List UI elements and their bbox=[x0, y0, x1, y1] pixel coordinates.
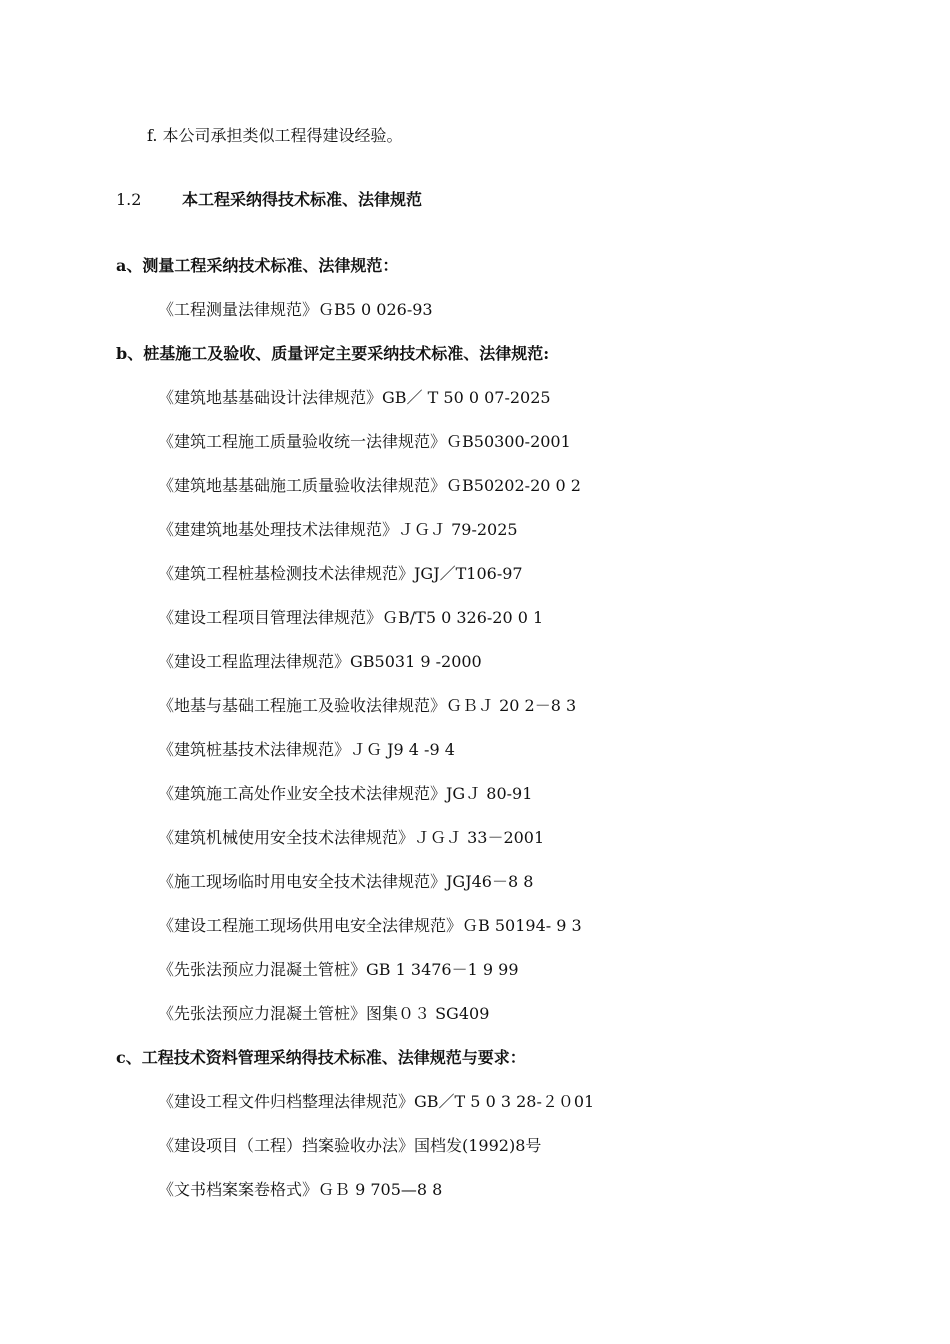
standard-item: 《建筑机械使用安全技术法律规范》ＪＧＪ 33－2001 bbox=[158, 828, 545, 847]
standard-item: 《建建筑地基处理技术法律规范》ＪＧＪ 79-2025 bbox=[158, 520, 518, 539]
section-title: 本工程采纳得技术标准、法律规范 bbox=[182, 190, 423, 209]
group-c-heading: c、工程技术资料管理采纳得技术标准、法律规范与要求： bbox=[116, 1048, 526, 1067]
standard-item: 《施工现场临时用电安全技术法律规范》JGJ46－8 8 bbox=[158, 872, 534, 891]
standard-item: 《建设工程施工现场供用电安全法律规范》ＧB 50194- 9 3 bbox=[158, 916, 582, 935]
intro-item: f. 本公司承担类似工程得建设经验。 bbox=[147, 126, 403, 145]
group-a-heading: a、测量工程采纳技术标准、法律规范： bbox=[116, 256, 399, 275]
standard-item: 《建筑工程施工质量验收统一法律规范》ＧB50300-2001 bbox=[158, 432, 571, 451]
standard-item: 《地基与基础工程施工及验收法律规范》ＧＢＪ 20 2－8 3 bbox=[158, 696, 577, 715]
section-number: 1.2 bbox=[116, 190, 142, 209]
standard-item: 《建设工程文件归档整理法律规范》GB／T 5 0 3 28-２０01 bbox=[158, 1092, 595, 1111]
standard-item: 《建设工程监理法律规范》GB5031 9 -2000 bbox=[158, 652, 482, 671]
standard-item: 《建筑地基基础施工质量验收法律规范》ＧB50202-20 0 2 bbox=[158, 476, 581, 495]
standard-item: 《文书档案案卷格式》ＧＢ 9 705—8 8 bbox=[158, 1180, 443, 1199]
standard-item: 《建筑工程桩基检测技术法律规范》JGJ／T106-97 bbox=[158, 564, 523, 583]
section-heading bbox=[116, 189, 422, 211]
group-b-heading: b、桩基施工及验收、质量评定主要采纳技术标准、法律规范: bbox=[116, 344, 550, 363]
standard-item: 《建筑桩基技术法律规范》ＪＧ J9 4 -9 4 bbox=[158, 740, 455, 759]
standard-item: 《建筑施工高处作业安全技术法律规范》JGＪ 80-91 bbox=[158, 784, 533, 803]
standard-item: 《工程测量法律规范》ＧB5 0 026-93 bbox=[158, 300, 433, 319]
standard-item: 《先张法预应力混凝土管桩》GB 1 3476－1 9 99 bbox=[158, 960, 519, 979]
standard-item: 《先张法预应力混凝土管桩》图集０３ SG409 bbox=[158, 1004, 490, 1023]
standard-item: 《建设工程项目管理法律规范》ＧB/T5 0 326-20 0 1 bbox=[158, 608, 544, 627]
standard-item: 《建设项目（工程）挡案验收办法》国档发(1992)8号 bbox=[158, 1136, 542, 1155]
standard-item: 《建筑地基基础设计法律规范》GB／ T 50 0 07-2025 bbox=[158, 388, 551, 407]
